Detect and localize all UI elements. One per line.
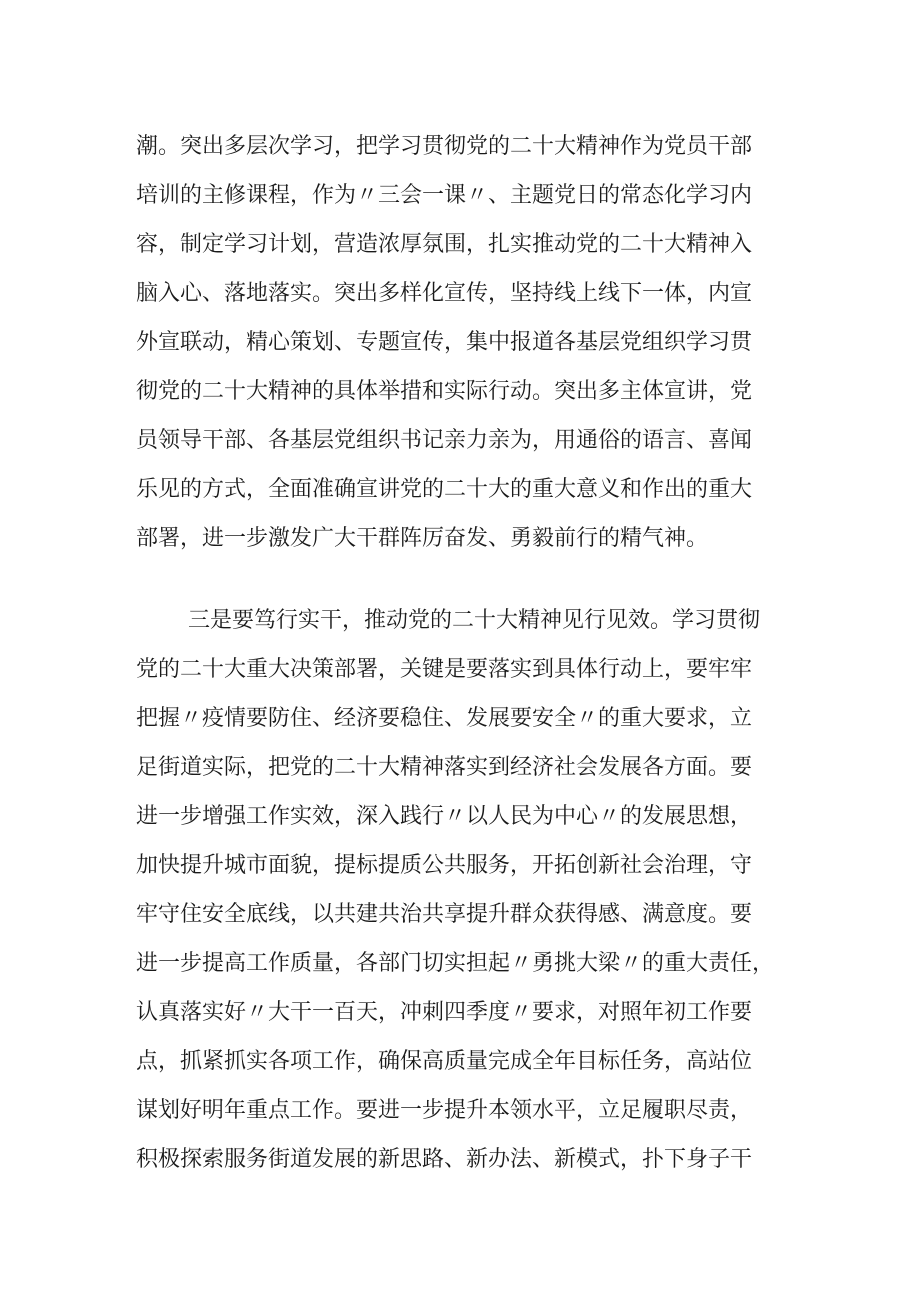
- paragraph-line: 加快提升城市面貌，提标提质公共服务，开拓创新社会治理，守: [136, 853, 753, 878]
- paragraph-line: 三是要笃行实干，推动党的二十大精神见行见效。学习贯彻: [188, 608, 761, 633]
- paragraph-line: 脑入心、落地落实。突出多样化宣传，坚持线上线下一体，内宣: [136, 281, 753, 306]
- paragraph-line: 进一步增强工作实效，深入践行〃以人民为中心〃的发展思想，: [136, 804, 753, 829]
- paragraph-line: 牢守住安全底线，以共建共治共享提升群众获得感、满意度。要: [136, 902, 753, 927]
- paragraph-line: 积极探索服务街道发展的新思路、新办法、新模式，扑下身子干: [136, 1147, 753, 1172]
- paragraph-line: 乐见的方式，全面准确宣讲党的二十大的重大意义和作出的重大: [136, 477, 753, 502]
- paragraph-line: 点，抓紧抓实各项工作，确保高质量完成全年目标任务，高站位: [136, 1049, 753, 1074]
- paragraph-line: 容，制定学习计划，营造浓厚氛围，扎实推动党的二十大精神入: [136, 232, 753, 257]
- paragraph-line: 把握〃疫情要防住、经济要稳住、发展要安全〃的重大要求，立: [136, 706, 753, 731]
- paragraph-line: 党的二十大重大决策部署，关键是要落实到具体行动上，要牢牢: [136, 657, 753, 682]
- paragraph-line: 谋划好明年重点工作。要进一步提升本领水平，立足履职尽责，: [136, 1098, 753, 1123]
- paragraph-line: 培训的主修课程，作为〃三会一课〃、主题党日的常态化学习内: [136, 183, 753, 208]
- paragraph-line: 部署，进一步激发广大干群阵厉奋发、勇毅前行的精气神。: [136, 526, 709, 551]
- paragraph-line: 足街道实际，把党的二十大精神落实到经济社会发展各方面。要: [136, 755, 753, 780]
- paragraph-line: 认真落实好〃大干一百天，冲刺四季度〃要求，对照年初工作要: [136, 1000, 753, 1025]
- paragraph-line: 彻党的二十大精神的具体举措和实际行动。突出多主体宣讲，党: [136, 379, 753, 404]
- paragraph-line: 进一步提高工作质量，各部门切实担起〃勇挑大梁〃的重大责任，: [136, 951, 775, 976]
- paragraph-line: 员领导干部、各基层党组织书记亲力亲为，用通俗的语言、喜闻: [136, 428, 753, 453]
- paragraph-line: 潮。突出多层次学习，把学习贯彻党的二十大精神作为党员干部: [136, 134, 753, 159]
- paragraph-line: 外宣联动，精心策划、专题宣传，集中报道各基层党组织学习贯: [136, 330, 753, 355]
